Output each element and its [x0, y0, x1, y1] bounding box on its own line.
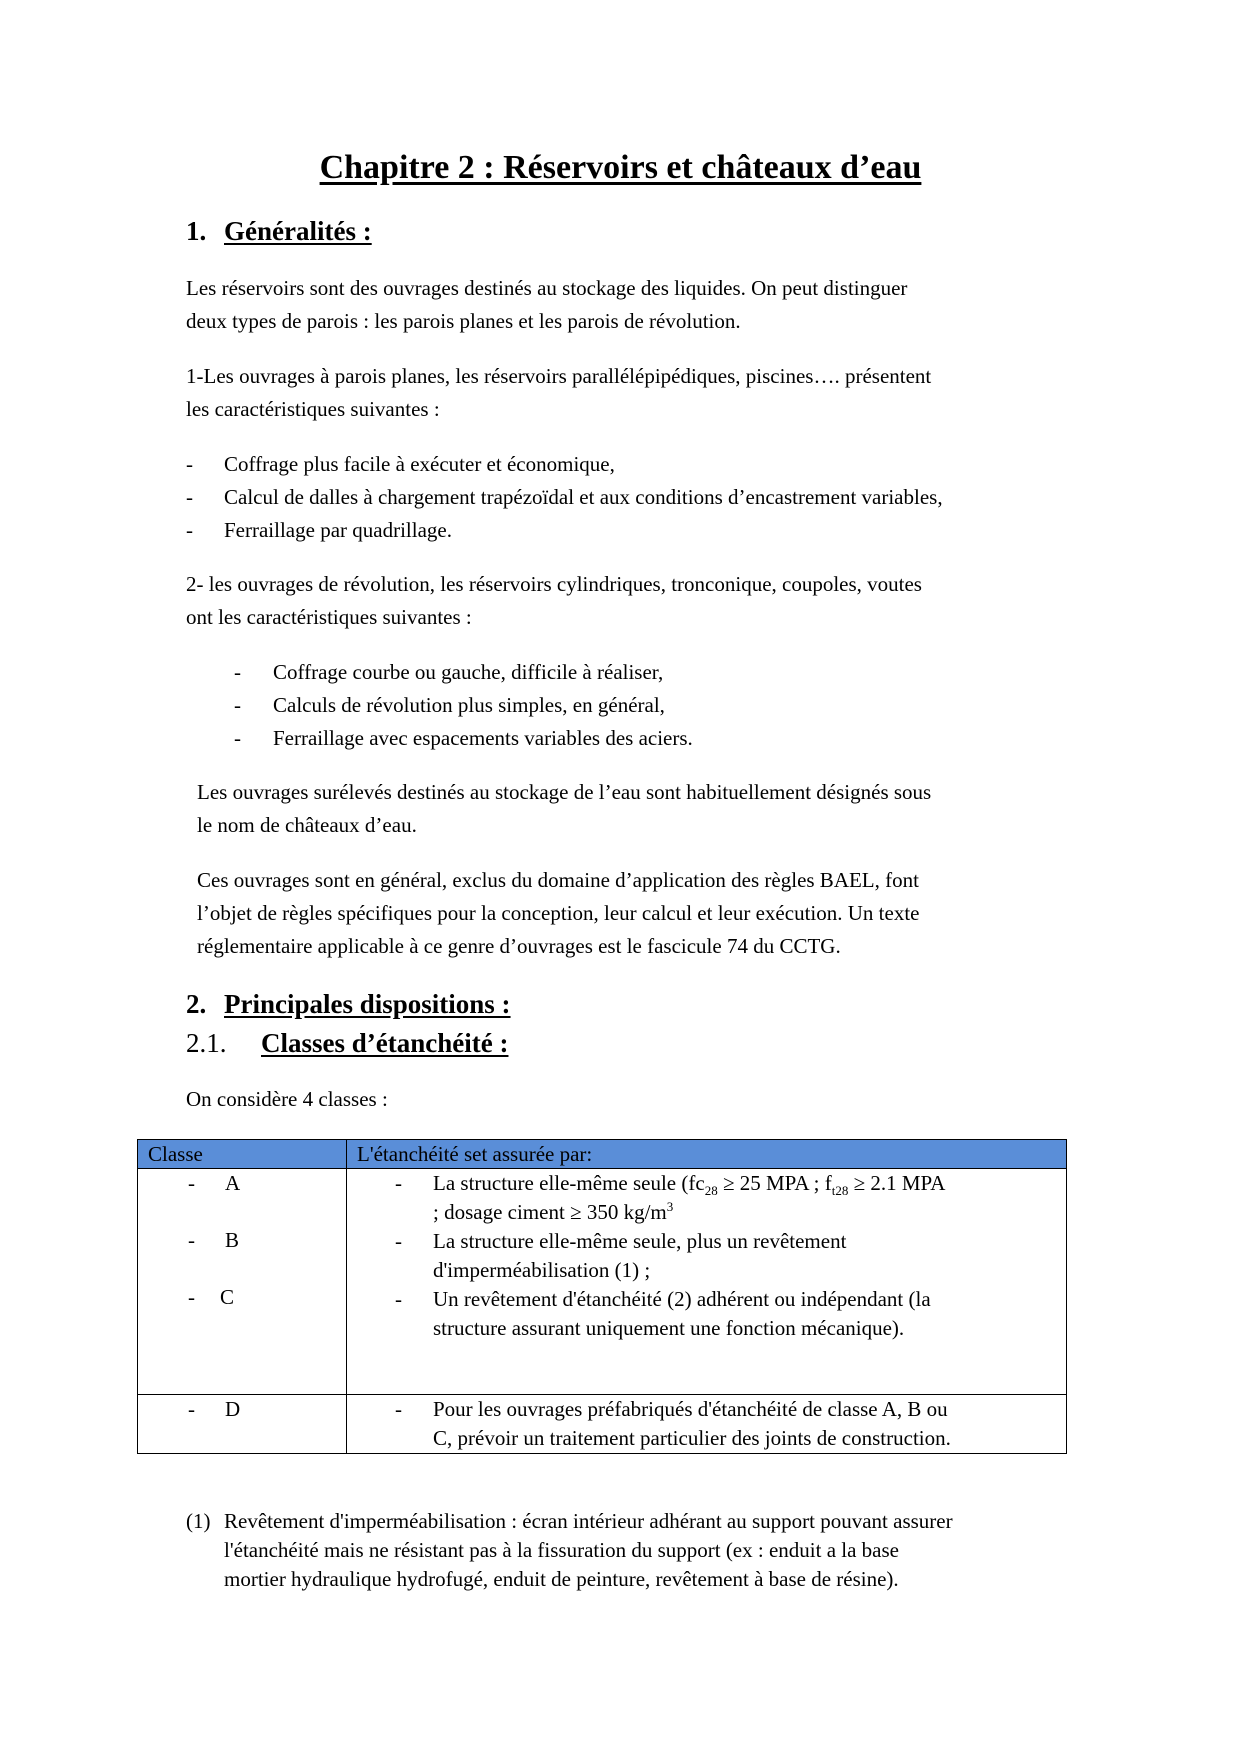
- footnote-text: Revêtement d'imperméabilisation : écran intérieur adhérant au support pouvant assurer l'étanchéité mais ne résistant pas à la fissuration du support (ex : enduit a la base mortier hydraulique hydrofugé, enduit de peinture, revêtement à base de résine).: [224, 1509, 953, 1591]
- description-cell: [347, 1169, 1067, 1395]
- subsection-title: Classes d’étanchéité :: [261, 1028, 509, 1058]
- list-item: - Calcul de dalles à chargement trapézoïdal et aux conditions d’encastrement variables,: [186, 485, 943, 509]
- list-item: - Coffrage plus facile à exécuter et économique,: [186, 452, 615, 476]
- table-row: [138, 1395, 1067, 1454]
- text-line: réglementaire applicable à ce genre d’ouvrages est le fascicule 74 du CCTG.: [197, 934, 841, 958]
- planes-paragraph: [186, 360, 931, 426]
- section-title: Généralités :: [224, 216, 372, 246]
- text-line: les caractéristiques suivantes :: [186, 397, 440, 421]
- section-heading-dispositions: [186, 987, 511, 1021]
- section-heading-generalites: [186, 214, 372, 248]
- footnote: [186, 1507, 1146, 1594]
- text-line: Ces ouvrages sont en général, exclus du domaine d’application des règles BAEL, font: [197, 868, 919, 892]
- table-header-row: [138, 1140, 1067, 1169]
- text-line: ont les caractéristiques suivantes :: [186, 605, 472, 629]
- text-line: l’objet de règles spécifiques pour la conception, leur calcul et leur exécution. Un texte: [197, 901, 920, 925]
- intro-paragraph: [186, 272, 907, 338]
- class-cell: [138, 1395, 347, 1454]
- list-item: - Coffrage courbe ou gauche, difficile à réaliser,: [234, 660, 664, 684]
- list-item: - Ferraillage avec espacements variables des aciers.: [234, 726, 693, 750]
- revolution-list: [234, 656, 693, 755]
- chateaux-paragraph: [197, 776, 931, 842]
- text-line: Les réservoirs sont des ouvrages destinés au stockage des liquides. On peut distinguer: [186, 276, 908, 300]
- description-c: - Un revêtement d'étanchéité (2) adhérent ou indépendant (la structure assurant uniquement une fonction mécanique).: [395, 1287, 931, 1340]
- class-a: - A: [188, 1171, 241, 1195]
- description-b: - La structure elle-même seule, plus un revêtement d'imperméabilisation (1) ;: [395, 1229, 847, 1282]
- footnote-number: (1): [186, 1509, 211, 1533]
- classes-intro: On considère 4 classes :: [186, 1087, 388, 1111]
- header-description: L'étanchéité set assurée par:: [347, 1140, 1067, 1169]
- list-item: - Calculs de révolution plus simples, en général,: [234, 693, 665, 717]
- description-a: - La structure elle-même seule ($fc_{28} \ge 25$ MPA ; $f_{t28} \ge 2.1$ MPA ; dosage ciment ≥ 350 $kg/m^3$: [395, 1171, 946, 1224]
- section-title: Principales dispositions :: [224, 989, 511, 1019]
- list-item: - Ferraillage par quadrillage.: [186, 518, 452, 542]
- etancheite-classes-table: [137, 1139, 1067, 1454]
- table-row: [138, 1169, 1067, 1395]
- bael-paragraph: [197, 864, 919, 963]
- subsection-heading-etancheite: [186, 1026, 508, 1060]
- class-c: - C: [188, 1285, 235, 1309]
- section-number: 1.: [186, 216, 207, 246]
- class-d: - D: [188, 1397, 241, 1421]
- text-line: 1-Les ouvrages à parois planes, les réservoirs parallélépipédiques, piscines…. présentent: [186, 364, 932, 388]
- class-cell: [138, 1169, 347, 1395]
- text-line: le nom de châteaux d’eau.: [197, 813, 417, 837]
- text-line: Les ouvrages surélevés destinés au stockage de l’eau sont habituellement désignés sous: [197, 780, 932, 804]
- description-d: - Pour les ouvrages préfabriqués d'étanchéité de classe A, B ou C, prévoir un traitement particulier des joints de construction.: [395, 1397, 951, 1450]
- subsection-number: 2.1.: [186, 1028, 227, 1058]
- text-line: deux types de parois : les parois planes et les parois de révolution.: [186, 309, 741, 333]
- class-b: - B: [188, 1228, 240, 1252]
- text-line: 2- les ouvrages de révolution, les réservoirs cylindriques, tronconique, coupoles, voutes: [186, 572, 922, 596]
- planes-list: [186, 448, 943, 547]
- section-number: 2.: [186, 989, 207, 1019]
- revolution-paragraph: [186, 568, 922, 634]
- header-class: Classe: [138, 1140, 347, 1169]
- description-cell: [347, 1395, 1067, 1454]
- page-title: Chapitre 2 : Réservoirs et châteaux d’eau: [319, 149, 922, 186]
